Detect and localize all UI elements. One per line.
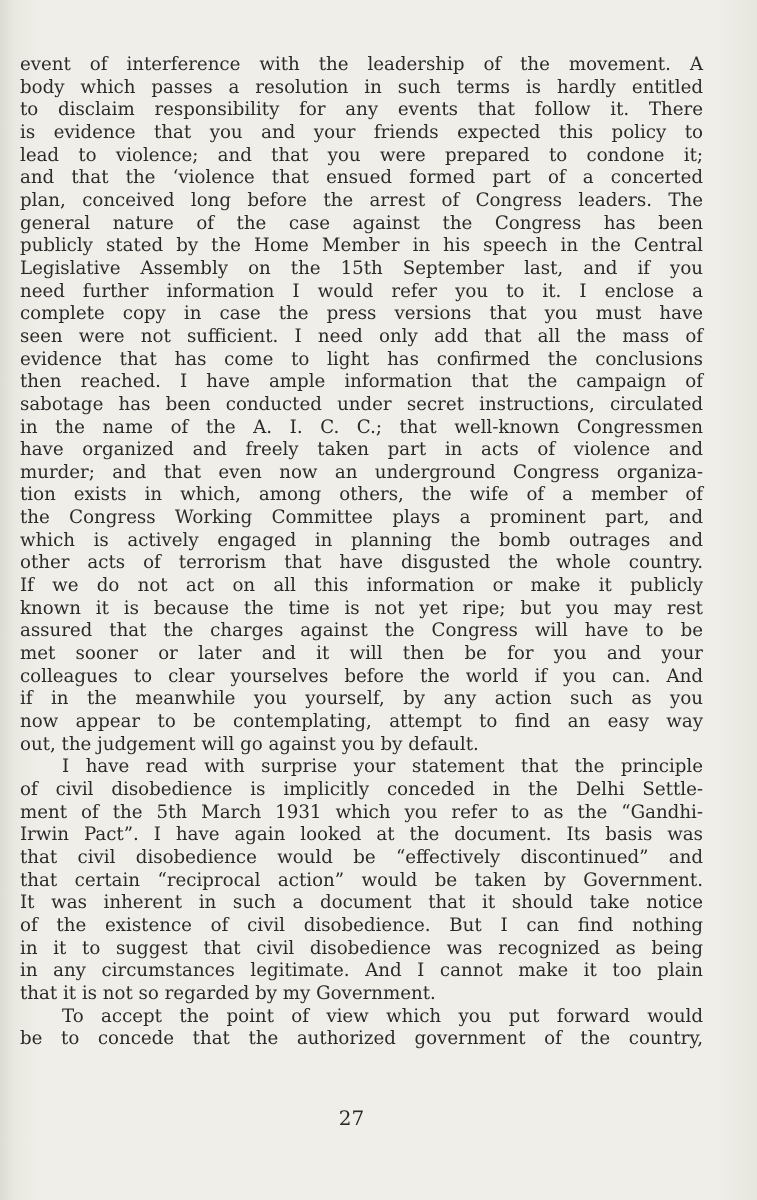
text-line: in any circumstances legitimate. And I cannot make it too plain — [20, 960, 703, 982]
text-line: other acts of terrorism that have disgusted the whole country. — [20, 552, 703, 574]
text-line: lead to violence; and that you were prepared to condone it; — [20, 144, 703, 166]
text-line: If we do not act on all this information or make it publicly — [20, 575, 703, 597]
text-line: general nature of the case against the Congress has been — [20, 212, 703, 234]
text-line: Legislative Assembly on the 15th September last, and if you — [20, 257, 703, 279]
text-line: in it to suggest that civil disobedience was recognized as being — [20, 937, 703, 959]
paragraph-3 — [20, 1006, 703, 1051]
text-line: to disclaim responsibility for any events that follow it. There — [20, 99, 703, 121]
text-line: event of interference with the leadership of the movement. A — [20, 54, 703, 75]
text-line: evidence that has come to light has confirmed the conclusions — [20, 348, 703, 370]
text-line: known it is because the time is not yet ripe; but you may rest — [20, 597, 703, 619]
paragraph-2 — [20, 756, 703, 1005]
text-line: in the name of the A. I. C. C.; that well-known Congressmen — [20, 416, 703, 438]
text-line: that civil disobedience would be “effectively discontinued” and — [20, 846, 703, 868]
text-line: out, the judgement will go against you by default. — [20, 733, 479, 755]
text-line: publicly stated by the Home Member in his speech in the Central — [20, 235, 703, 257]
text-line: assured that the charges against the Congress will have to be — [20, 620, 703, 642]
text-line: To accept the point of view which you put forward would — [62, 1005, 703, 1027]
text-line: murder; and that even now an underground Congress organiza- — [20, 461, 703, 483]
text-line: It was inherent in such a document that it should take notice — [20, 892, 703, 914]
text-line: of civil disobedience is implicitly conceded in the Delhi Settle- — [20, 779, 703, 800]
text-line: if in the meanwhile you yourself, by any action such as you — [20, 688, 703, 710]
text-line: I have read with surprise your statement that the principle — [62, 756, 703, 778]
text-line: ment of the 5th March 1931 which you refer to as the “Gandhi- — [20, 801, 703, 823]
text-line: have organized and freely taken part in acts of violence and — [20, 439, 703, 461]
text-line: sabotage has been conducted under secret instructions, circulated — [20, 393, 703, 415]
text-line: plan, conceived long before the arrest of Congress leaders. The — [20, 189, 703, 211]
text-line: need further information I would refer you to it. I enclose a — [20, 280, 703, 302]
text-line: Irwin Pact”. I have again looked at the document. Its basis was — [20, 824, 703, 846]
text-line: and that the ‘violence that ensued formed part of a concerted — [20, 167, 703, 189]
text-line: the Congress Working Committee plays a prominent part, and — [20, 507, 703, 529]
text-line: which is actively engaged in planning the bomb outrages and — [20, 529, 703, 551]
text-line: of the existence of civil disobedience. But I can find nothing — [20, 914, 703, 936]
paragraph-1 — [20, 54, 703, 756]
body-text — [20, 54, 703, 1051]
text-line: tion exists in which, among others, the wife of a member of — [20, 484, 703, 506]
page-number: 27 — [338, 1106, 365, 1130]
text-line: then reached. I have ample information that the campaign of — [20, 371, 703, 393]
text-line: is evidence that you and your friends expected this policy to — [20, 121, 703, 143]
text-line: colleagues to clear yourselves before the world if you can. And — [20, 665, 703, 687]
text-line: seen were not sufficient. I need only add that all the mass of — [20, 325, 703, 347]
text-line: that certain “reciprocal action” would be taken by Government. — [20, 869, 703, 891]
text-line: be to concede that the authorized government of the country, — [20, 1028, 703, 1050]
text-line: met sooner or later and it will then be for you and your — [20, 643, 703, 665]
text-line: that it is not so regarded by my Government. — [20, 982, 436, 1004]
text-line: now appear to be contemplating, attempt to find an easy way — [20, 711, 703, 733]
text-line: complete copy in case the press versions that you must have — [20, 303, 703, 325]
text-line: body which passes a resolution in such terms is hardly entitled — [20, 76, 703, 98]
